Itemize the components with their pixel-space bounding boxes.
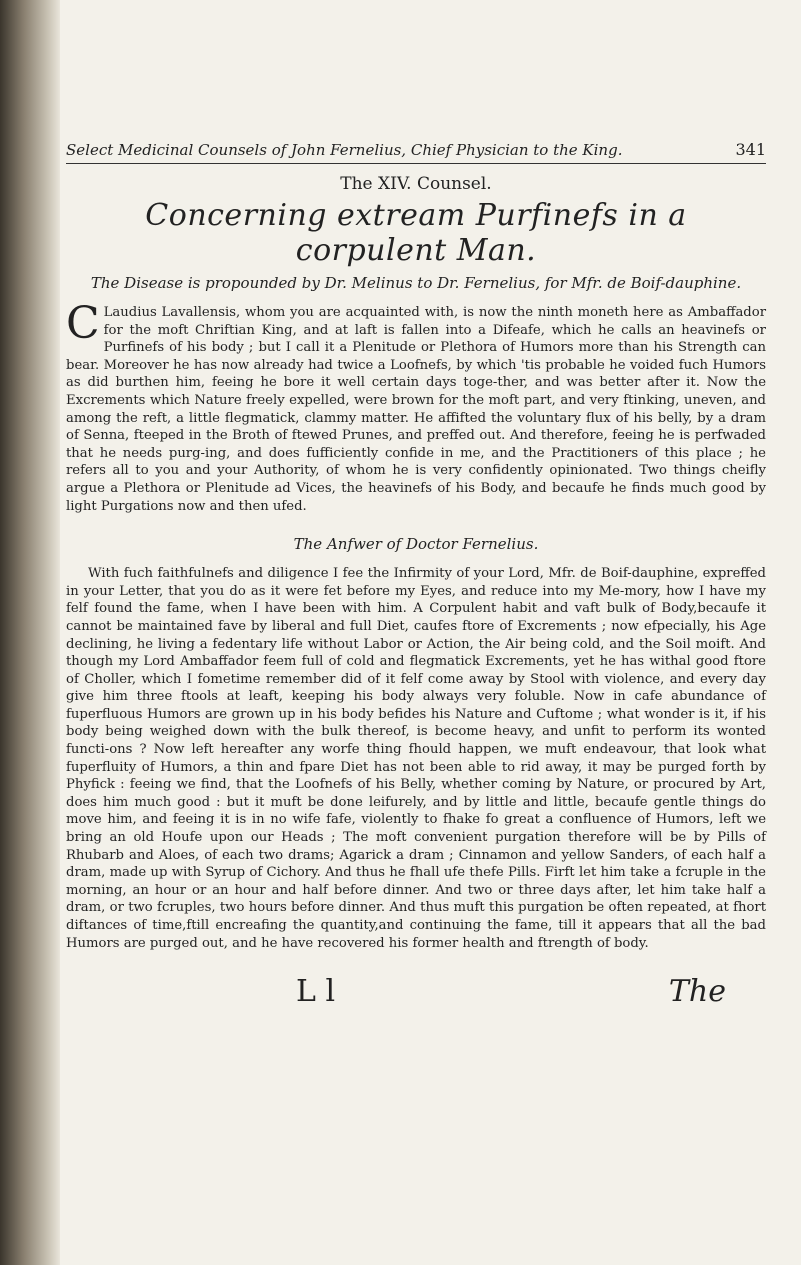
book-binding (0, 0, 60, 1265)
page-footer (66, 974, 766, 1009)
page-number: 341 (735, 140, 766, 159)
page-title: Concerning extream Purfinefs in a corpulent Man. (145, 198, 687, 268)
answer-heading: The Anfwer of Doctor Fernelius. (293, 535, 539, 554)
drop-cap: C (66, 298, 100, 349)
letter-text: Laudius Lavallensis, whom you are acquainted with, is now the ninth moneth here as Ambaffador for the moft Chriftian King, and at laft is fallen into a Difeafe, which he calls an heavinefs or Purfinefs of his body ; but I call it a Plenitude or Plethora of Humors more than his Strength can bear. Moreover he has now already had twice a Loofnefs, by which 'tis probable he voided fuch Humors as did burthen him, feeing he bore it well certain days toge-ther, and was better after it. Now the Excrements which Nature freely expelled, were brown for the moft part, and very ftinking, uneven, and among the reft, a little flegmatick, clammy matter. He affifted the voluntary flux of his belly, by a dram of Senna, fteeped in the Broth of ftewed Prunes, and preffed out. And therefore, feeing he is perfwaded that he needs purg-ing, and does fufficiently confide in me, and the Practitioners of this place ; he refers all to you and your Authority, of whom he is very confidently opinionated. Two things cheifly argue a Plethora or Plenitude ad Vices, the heavinefs of his Body, and becaufe he finds much good by light Purgations now and then ufed. (66, 305, 766, 514)
signature-mark: L l (296, 974, 336, 1010)
subtitle: The Disease is propounded by Dr. Melinus to Dr. Fernelius, for Mfr. de Boif-dauphine. (90, 274, 742, 292)
chapter-heading: The XIV. Counsel. (340, 174, 492, 194)
running-head (66, 140, 766, 164)
answer-paragraph: With fuch faithfulnefs and diligence I fee the Infirmity of your Lord, Mfr. de Boif-dauphine, expreffed in your Letter, that you do as it were fet before my Eyes, and reduce into my Me-mory, how I have my felf found the fame, when I have been with him. A Corpulent habit and vaft bulk of Body,becaufe it cannot be maintained fave by liberal and full Diet, caufes ftore of Excrements ; now efpecially, his Age declining, he living a fedentary life without Labor or Action, the Air being cold, and the Soil moift. And though my Lord Ambaffador feem full of cold and flegmatick Excrements, yet he has withal good ftore of Choller, which I fometime remember did of it felf come away by Stool with violence, and every day give him three ftools at leaft, keeping his body always very foluble. Now in cafe abundance of fuperfluous Humors are grown up in his body befides his Nature and Cuftome ; what wonder is it, if his body being weighed down with the bulk thereof, is become heavy, and unfit to perform its wonted functi-ons ? Now left hereafter any worfe thing fhould happen, we muft endeavour, that look what fuperfluity of Humors, a thin and fpare Diet has not been able to rid away, it may be purged forth by Phyfick : feeing we find, that the Loofnefs of his Belly, whether coming by Nature, or procured by Art, does him much good : but it muft be done leifurely, and by little and little, becaufe gentle things do move him, and feeing it is in no wife fafe, violently to fhake fo great a confluence of Humors, left we bring an old Houfe upon our Heads ; The moft convenient purgation therefore will be by Pills of Rhubarb and Aloes, of each two drams; Agarick a dram ; Cinnamon and yellow Sanders, of each half a dram, made up with Syrup of Cichory. And thus he fhall ufe thefe Pills. Firft let him take a fcruple in the morning, an hour or an hour and half before dinner. And two or three days after, let him take half a dram, or two fcruples, two hours before dinner. And thus muft this purgation be often repeated, at fhort diftances of time,ftill encreafing the quantity,and continuing the fame, till it appears that all the bad Humors are purged out, and he have recovered his former health and ftrength of body. (66, 566, 766, 951)
catchword: The (668, 974, 726, 1010)
book-page (66, 140, 766, 1009)
running-head-title: Select Medicinal Counsels of John Fernelius, Chief Physician to the King. (66, 141, 623, 159)
letter-paragraph (66, 298, 766, 515)
